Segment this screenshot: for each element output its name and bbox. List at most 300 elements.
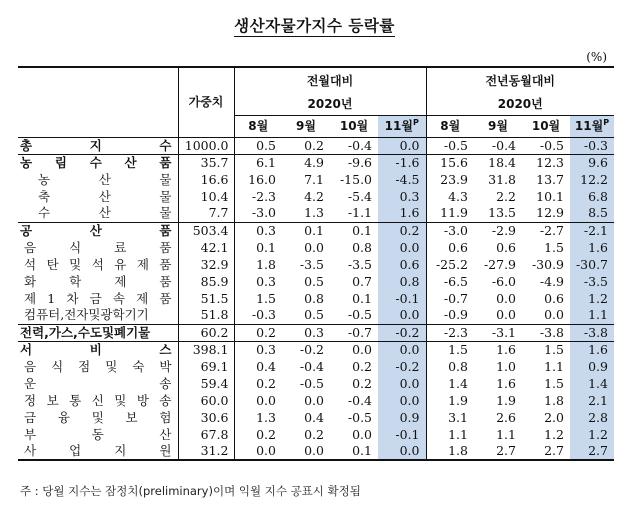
yoy-value-cell: -25.2: [426, 256, 474, 273]
mom-value-cell: 0.2: [304, 137, 324, 153]
mom-value-cell: 0.0: [304, 239, 324, 255]
row-label-char: 식: [51, 358, 64, 374]
row-label: [18, 409, 178, 426]
row-label-char: 제: [24, 290, 37, 306]
mom-value-cell: 0.4: [304, 409, 324, 425]
weight-cell: 7.7: [178, 205, 234, 222]
yoy-value-cell: 1.4: [426, 375, 474, 392]
mom-value-cell: 0.2: [256, 375, 276, 391]
weight-cell: 1000.0: [178, 137, 234, 154]
mom-value-cell: -15.0: [339, 171, 372, 187]
mom-value-cell: -3.5: [299, 256, 324, 272]
mom-month-header-current: 11월$^P$: [378, 115, 426, 137]
unit-label: (%): [586, 50, 607, 64]
yoy-value-cell: 1.4: [570, 375, 614, 392]
mom-value-cell: -0.4: [347, 137, 372, 153]
mom-value-cell: 0.6: [378, 256, 426, 273]
yoy-value-cell: 1.6: [474, 341, 522, 358]
mom-value-cell: -0.1: [378, 290, 426, 307]
footnote: 주 : 당월 지수는 잠정치(preliminary)이며 익월 지수 공표시 확정됨: [20, 484, 361, 498]
row-label-char: 방: [136, 392, 149, 408]
mom-value-cell: 0.0: [330, 341, 378, 358]
mom-value-cell: 0.9: [378, 409, 426, 426]
yoy-value-cell: 15.6: [426, 154, 474, 171]
mom-value-cell: -2.3: [251, 188, 276, 204]
weight-cell: 35.7: [178, 154, 234, 171]
yoy-value-cell: 2.7: [522, 443, 570, 460]
yoy-value-cell: 2.6: [496, 409, 516, 425]
weight-cell: 69.1: [178, 358, 234, 375]
yoy-value-cell: 6.8: [570, 188, 614, 205]
weight-cell: 42.1: [178, 239, 234, 256]
mom-value-cell: -0.4: [347, 392, 372, 408]
mom-value-cell: -3.5: [347, 256, 372, 272]
mom-value-cell: 0.8: [352, 239, 372, 255]
row-label: [18, 307, 178, 324]
yoy-month-header: 8월: [426, 115, 474, 137]
row-label-char: 송: [159, 375, 172, 391]
mom-value-cell: 0.0: [378, 341, 426, 358]
row-label: [18, 171, 178, 188]
yoy-value-cell: 0.8: [426, 358, 474, 375]
yoy-value-cell: -4.9: [539, 273, 564, 289]
mom-value-cell: 0.8: [378, 273, 426, 290]
table-row: [18, 188, 614, 205]
table-row: [18, 341, 614, 358]
yoy-value-cell: -6.0: [491, 273, 516, 289]
yoy-value-cell: 23.9: [426, 171, 474, 188]
yoy-value-cell: 0.9: [570, 358, 614, 375]
row-label-char: 학: [69, 273, 82, 289]
row-label-char: 정: [24, 392, 37, 408]
row-label-char: 신: [91, 392, 104, 408]
mom-value-cell: 0.0: [378, 375, 426, 392]
yoy-value-cell: 1.9: [496, 392, 516, 408]
row-label-char: 및: [105, 358, 118, 374]
row-label-char: 원: [159, 443, 172, 458]
yoy-value-cell: -2.1: [570, 222, 614, 239]
yoy-value-cell: 2.0: [544, 409, 564, 425]
row-label-char: 운: [24, 375, 37, 391]
yoy-value-cell: 1.6: [570, 341, 614, 358]
row-label-char: 탄: [46, 256, 59, 272]
mom-value-cell: 0.0: [378, 137, 426, 154]
row-label-char: 전력,가스,수도및폐기물: [20, 324, 151, 340]
yoy-value-cell: -0.7: [426, 290, 474, 307]
yoy-value-cell: 3.1: [426, 409, 474, 426]
table-row: [18, 256, 614, 273]
yoy-value-cell: -0.4: [491, 137, 516, 153]
yoy-value-cell: 1.9: [426, 392, 474, 409]
yoy-value-cell: -3.8: [570, 324, 614, 341]
mom-value-cell: 0.3: [256, 273, 276, 289]
row-label-char: 산: [124, 154, 137, 170]
yoy-value-cell: 1.2: [570, 426, 614, 443]
row-label-char: 스: [159, 341, 172, 357]
row-label: [18, 273, 178, 290]
yoy-value-cell: 18.4: [474, 154, 522, 171]
mom-value-cell: 0.3: [234, 222, 282, 239]
row-label-char: 동: [91, 426, 104, 442]
row-label-char: 송: [159, 392, 172, 408]
row-label-char: 차: [66, 290, 79, 306]
weight-cell: 51.8: [178, 307, 234, 324]
weight-cell: 398.1: [178, 341, 234, 358]
mom-value-cell: 0.7: [352, 273, 372, 289]
mom-value-cell: 0.2: [352, 375, 372, 391]
mom-month-header: 9월: [282, 115, 330, 137]
yoy-value-cell: 10.1: [536, 188, 564, 204]
table-row: [18, 426, 614, 443]
yoy-value-cell: 8.5: [570, 205, 614, 222]
mom-value-cell: 4.9: [282, 154, 330, 171]
mom-value-cell: 0.0: [304, 392, 324, 408]
row-label-char: 및: [91, 409, 104, 425]
yoy-value-cell: 1.8: [544, 392, 564, 408]
row-label-char: 음: [24, 358, 37, 374]
yoy-value-cell: 2.7: [570, 443, 614, 460]
mom-value-cell: -0.7: [330, 324, 378, 341]
row-label-char: 박: [159, 358, 172, 374]
mom-value-cell: -0.2: [378, 358, 426, 375]
yoy-value-cell: 0.6: [426, 239, 474, 256]
yoy-value-cell: 1.6: [570, 239, 614, 256]
weight-cell: 59.4: [178, 375, 234, 392]
row-label-char: 융: [57, 409, 70, 425]
mom-value-cell: -0.3: [251, 307, 276, 323]
weight-cell: 85.9: [178, 273, 234, 290]
row-label-char: 품: [159, 273, 172, 289]
weight-cell: 60.2: [178, 324, 234, 341]
row-label-char: 농: [20, 154, 33, 170]
mom-value-cell: 0.2: [234, 324, 282, 341]
mom-value-cell: 0.1: [256, 239, 276, 255]
mom-value-cell: 0.5: [256, 137, 276, 153]
mom-value-cell: 0.2: [304, 426, 324, 442]
table-body: [18, 137, 614, 460]
yoy-value-cell: -3.8: [522, 324, 570, 341]
row-label-char: 제: [114, 273, 127, 289]
item-header: [18, 67, 178, 137]
mom-value-cell: 0.0: [378, 443, 426, 460]
mom-value-cell: 0.3: [282, 324, 330, 341]
mom-month-header: 8월: [234, 115, 282, 137]
mom-value-cell: -0.4: [299, 358, 324, 374]
row-label-char: 석: [24, 256, 37, 272]
row-label: [18, 205, 178, 222]
row-label-char: 산: [159, 426, 172, 442]
row-label-char: 수: [38, 205, 51, 221]
yoy-value-cell: 2.2: [496, 188, 516, 204]
weight-cell: 60.0: [178, 392, 234, 409]
yoy-value-cell: -3.5: [570, 273, 614, 290]
mom-value-cell: 0.3: [378, 188, 426, 205]
mom-value-cell: -5.4: [347, 188, 372, 204]
yoy-month-header: 10월: [522, 115, 570, 137]
yoy-value-cell: 1.1: [496, 426, 516, 442]
mom-value-cell: 1.3: [304, 205, 324, 221]
row-label-char: 비: [89, 341, 102, 357]
table-row: [18, 409, 614, 426]
mom-value-cell: -1.1: [347, 205, 372, 221]
row-label-char: 험: [159, 409, 172, 425]
mom-value-cell: 0.3: [234, 341, 282, 358]
table-row: [18, 137, 614, 154]
weight-cell: 16.6: [178, 171, 234, 188]
row-label: [18, 443, 178, 460]
row-label-char: 지: [89, 137, 102, 153]
yoy-value-cell: 4.3: [426, 188, 474, 205]
row-label-char: 사: [24, 443, 37, 458]
mom-value-cell: -0.5: [347, 307, 372, 323]
weight-header: 가중치: [178, 67, 234, 137]
mom-value-cell: 0.2: [256, 426, 276, 442]
mom-value-cell: 1.6: [378, 205, 426, 222]
row-label: [18, 341, 178, 358]
yoy-value-cell: 1.0: [496, 358, 516, 374]
mom-value-cell: 16.0: [248, 171, 276, 187]
table-row: [18, 443, 614, 460]
row-label-char: 품: [159, 154, 172, 170]
row-label-char: 보: [46, 392, 59, 408]
row-label-char: 축: [38, 188, 51, 204]
mom-value-cell: -0.2: [378, 324, 426, 341]
row-label-char: 품: [159, 239, 172, 255]
weight-cell: 32.9: [178, 256, 234, 273]
yoy-value-cell: -0.5: [426, 137, 474, 154]
row-label-char: 컴퓨터,전자및광학기기: [24, 307, 149, 323]
weight-cell: 10.4: [178, 188, 234, 205]
row-label: [18, 392, 178, 409]
yoy-value-cell: 1.2: [570, 290, 614, 307]
weight-cell: 31.2: [178, 443, 234, 460]
yoy-value-cell: -30.7: [570, 256, 614, 273]
yoy-value-cell: 12.2: [570, 171, 614, 188]
row-label: [18, 239, 178, 256]
yoy-value-cell: 2.7: [474, 443, 522, 460]
row-label: [18, 324, 178, 341]
mom-value-cell: 0.0: [378, 239, 426, 256]
yoy-value-cell: 1.6: [496, 375, 516, 391]
mom-value-cell: -3.0: [251, 205, 276, 221]
row-label-char: 산: [98, 205, 111, 221]
mom-year-header: 2020년: [234, 93, 426, 115]
row-label-char: 물: [159, 188, 172, 204]
mom-value-cell: -0.2: [282, 341, 330, 358]
row-label-char: 및: [69, 256, 82, 272]
row-label-char: 림: [54, 154, 67, 170]
row-label-char: 석: [91, 256, 104, 272]
row-label: [18, 137, 178, 154]
row-label-char: 제: [136, 256, 149, 272]
table-row: [18, 358, 614, 375]
table-row: [18, 392, 614, 409]
mom-value-cell: 0.2: [378, 222, 426, 239]
yoy-value-cell: -0.9: [426, 307, 474, 324]
yoy-value-cell: 2.8: [570, 409, 614, 426]
yoy-year-header: 2020년: [426, 93, 614, 115]
mom-value-cell: 1.5: [256, 290, 276, 306]
table-row: [18, 171, 614, 188]
mom-value-cell: 1.8: [256, 256, 276, 272]
row-label-char: 산: [98, 188, 111, 204]
row-label-char: 물: [159, 171, 172, 187]
yoy-month-header-current: 11월$^P$: [570, 115, 614, 137]
row-label-char: 보: [125, 409, 138, 425]
row-label-char: 서: [20, 341, 33, 357]
page-title: 생산자물가지수 등락률: [234, 17, 395, 35]
row-label-char: 금: [89, 290, 102, 306]
yoy-value-cell: -30.9: [531, 256, 564, 272]
yoy-value-cell: 1.5: [426, 341, 474, 358]
row-label-char: 수: [159, 137, 172, 153]
row-label-char: 제: [136, 290, 149, 306]
row-label-char: 총: [20, 137, 33, 153]
mom-value-cell: 0.0: [282, 443, 330, 460]
yoy-header: 전년동월대비: [426, 67, 614, 93]
table-row: [18, 205, 614, 222]
mom-value-cell: 0.0: [234, 443, 282, 460]
yoy-value-cell: 13.7: [536, 171, 564, 187]
yoy-value-cell: 1.1: [544, 358, 564, 374]
yoy-value-cell: -6.5: [426, 273, 474, 290]
row-label-char: 속: [112, 290, 125, 306]
yoy-value-cell: 0.0: [544, 307, 564, 323]
mom-value-cell: 0.1: [282, 222, 330, 239]
row-label-char: 품: [159, 256, 172, 272]
mom-month-header: 10월: [330, 115, 378, 137]
mom-value-cell: 0.0: [352, 426, 372, 442]
table-row: [18, 375, 614, 392]
yoy-value-cell: 12.9: [536, 205, 564, 221]
row-label-char: 통: [69, 392, 82, 408]
row-label-char: 료: [114, 239, 127, 255]
mom-value-cell: 1.3: [256, 409, 276, 425]
table-row: [18, 290, 614, 307]
table-row: [18, 307, 614, 324]
yoy-value-cell: -2.7: [522, 222, 570, 239]
mom-value-cell: -9.6: [330, 154, 378, 171]
mom-value-cell: 0.1: [330, 443, 378, 460]
row-label: [18, 188, 178, 205]
row-label-char: 점: [78, 358, 91, 374]
yoy-value-cell: -2.3: [426, 324, 474, 341]
yoy-value-cell: 1.1: [570, 307, 614, 324]
yoy-value-cell: -3.0: [426, 222, 474, 239]
row-label: [18, 426, 178, 443]
mom-value-cell: 0.4: [256, 358, 276, 374]
row-label: [18, 290, 178, 307]
yoy-month-header: 9월: [474, 115, 522, 137]
yoy-value-cell: -27.9: [483, 256, 516, 272]
row-label-char: 농: [38, 171, 51, 187]
row-label-char: 식: [69, 239, 82, 255]
mom-value-cell: 6.1: [234, 154, 282, 171]
mom-value-cell: 0.1: [352, 290, 372, 306]
yoy-value-cell: 31.8: [488, 171, 516, 187]
weight-cell: 30.6: [178, 409, 234, 426]
table-row: [18, 324, 614, 341]
weight-cell: 503.4: [178, 222, 234, 239]
yoy-value-cell: 1.5: [522, 341, 570, 358]
row-label-char: 물: [159, 205, 172, 221]
table-row: [18, 239, 614, 256]
yoy-value-cell: 0.6: [544, 290, 564, 306]
row-label-char: 업: [69, 443, 82, 458]
row-label-char: 산: [89, 222, 102, 238]
weight-cell: 51.5: [178, 290, 234, 307]
yoy-value-cell: 13.5: [488, 205, 516, 221]
table-row: [18, 273, 614, 290]
mom-value-cell: 0.0: [378, 392, 426, 409]
row-label-char: 산: [98, 171, 111, 187]
yoy-value-cell: 2.1: [570, 392, 614, 409]
yoy-value-cell: 0.0: [496, 290, 516, 306]
row-label-char: 품: [159, 290, 172, 306]
mom-value-cell: -0.5: [347, 409, 372, 425]
mom-value-cell: -4.5: [378, 171, 426, 188]
yoy-value-cell: 0.6: [496, 239, 516, 255]
yoy-value-cell: 1.2: [544, 426, 564, 442]
row-label-char: 및: [114, 392, 127, 408]
yoy-value-cell: -0.5: [539, 137, 564, 153]
price-index-table: [18, 66, 614, 461]
row-label: [18, 154, 178, 171]
yoy-value-cell: 1.5: [544, 375, 564, 391]
yoy-value-cell: 1.5: [544, 239, 564, 255]
yoy-value-cell: -3.1: [474, 324, 522, 341]
mom-value-cell: 0.5: [304, 307, 324, 323]
mom-value-cell: 0.0: [378, 307, 426, 324]
row-label-char: 부: [24, 426, 37, 442]
row-label: [18, 375, 178, 392]
mom-value-cell: 4.2: [304, 188, 324, 204]
yoy-value-cell: 1.8: [426, 443, 474, 460]
row-label-char: 음: [24, 239, 37, 255]
table-row: [18, 154, 614, 171]
yoy-value-cell: -2.9: [474, 222, 522, 239]
mom-value-cell: 0.0: [256, 392, 276, 408]
row-label-char: 화: [24, 273, 37, 289]
row-label: [18, 358, 178, 375]
row-label-char: 수: [89, 154, 102, 170]
row-label: [18, 256, 178, 273]
row-label-char: 숙: [132, 358, 145, 374]
row-label-char: 품: [159, 222, 172, 238]
mom-value-cell: -1.6: [378, 154, 426, 171]
row-label-char: 유: [114, 256, 127, 272]
yoy-value-cell: 0.0: [496, 307, 516, 323]
mom-value-cell: 0.1: [330, 222, 378, 239]
yoy-value-cell: -0.3: [570, 137, 614, 154]
mom-value-cell: -0.5: [299, 375, 324, 391]
row-label-char: 금: [24, 409, 37, 425]
row-label-char: 1: [47, 290, 56, 306]
row-label-char: 공: [20, 222, 33, 238]
row-label: [18, 222, 178, 239]
yoy-value-cell: 11.9: [426, 205, 474, 222]
row-label-char: 지: [114, 443, 127, 458]
yoy-value-cell: 12.3: [522, 154, 570, 171]
mom-value-cell: 0.2: [352, 358, 372, 374]
mom-value-cell: -0.1: [378, 426, 426, 443]
mom-value-cell: 7.1: [304, 171, 324, 187]
yoy-value-cell: 1.1: [426, 426, 474, 443]
mom-value-cell: 0.5: [304, 273, 324, 289]
yoy-value-cell: 9.6: [570, 154, 614, 171]
table-row: [18, 222, 614, 239]
mom-header: 전월대비: [234, 67, 426, 93]
